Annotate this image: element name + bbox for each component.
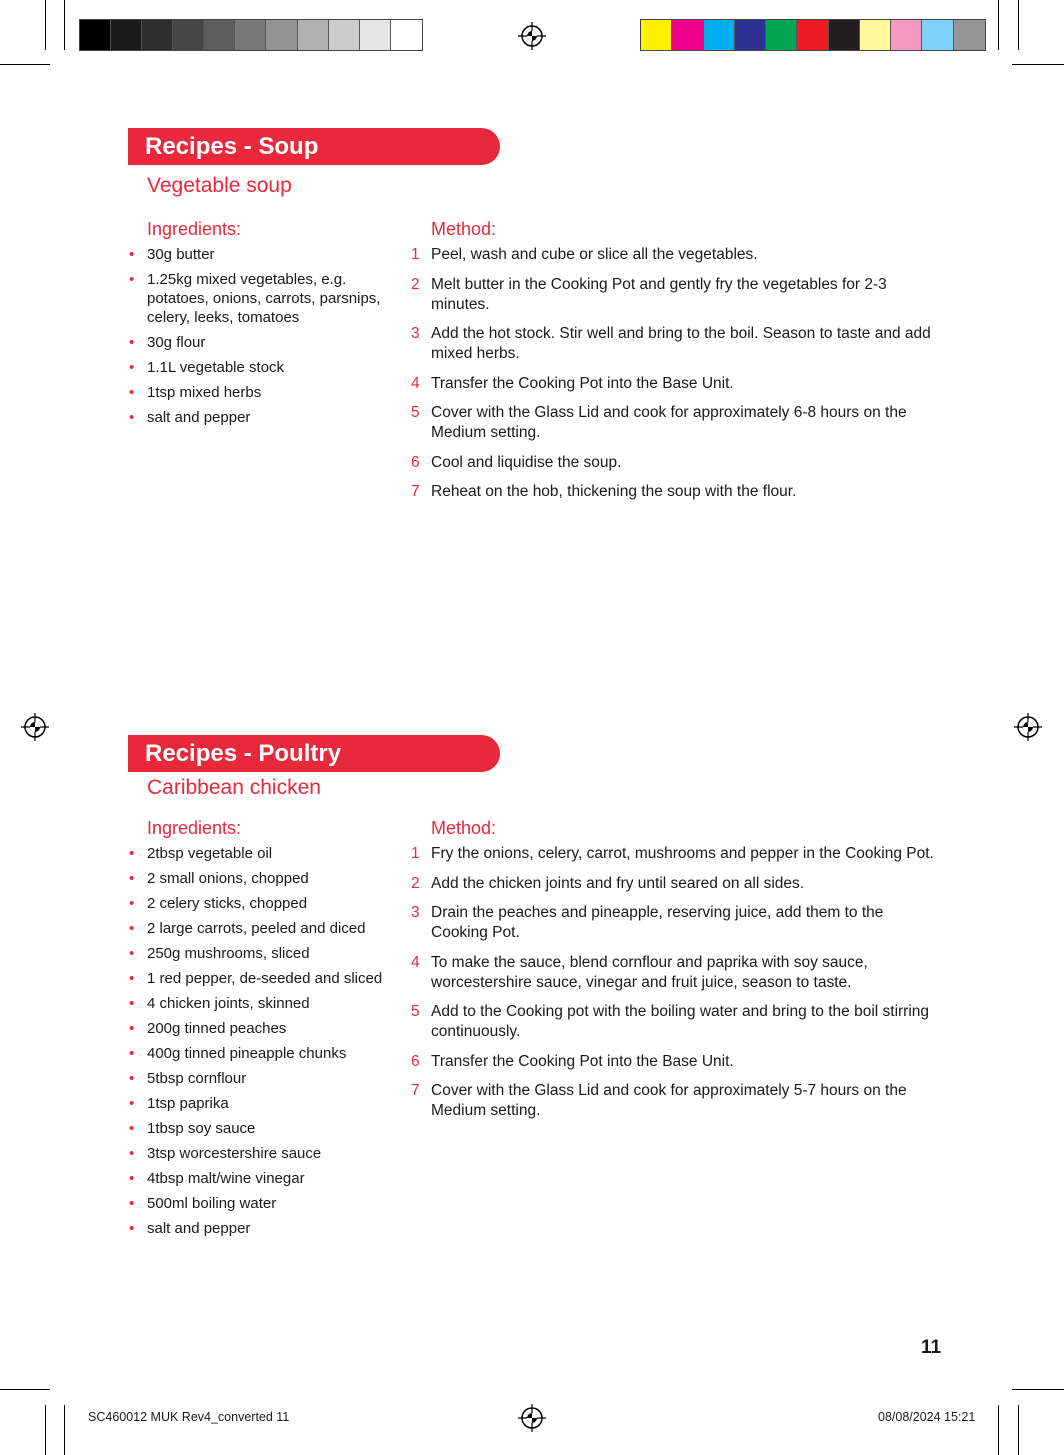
step-text: Cover with the Glass Lid and cook for approximately 5-7 hours on the Medium setting. bbox=[431, 1082, 907, 1119]
method-step bbox=[411, 324, 936, 364]
ingredient-text: 200g tinned peaches bbox=[147, 1020, 287, 1037]
crop-mark bbox=[45, 0, 46, 50]
method-step bbox=[411, 245, 936, 265]
bullet-icon: • bbox=[129, 870, 135, 887]
ingredient-text: 5tbsp cornflour bbox=[147, 1070, 247, 1087]
ingredient-text: 2 small onions, chopped bbox=[147, 870, 309, 887]
method-step bbox=[411, 1052, 936, 1072]
method-step bbox=[411, 403, 936, 443]
grayscale-color-bar bbox=[79, 19, 423, 51]
ingredient-text: 2tbsp vegetable oil bbox=[147, 845, 273, 862]
registration-mark-icon bbox=[518, 22, 546, 50]
color-swatch bbox=[360, 20, 391, 50]
ingredients-list bbox=[129, 844, 387, 1244]
bullet-icon: • bbox=[129, 246, 135, 263]
color-swatch bbox=[704, 20, 735, 50]
step-number: 5 bbox=[411, 1003, 420, 1020]
bullet-icon: • bbox=[129, 384, 135, 401]
color-swatch bbox=[641, 20, 672, 50]
color-swatch bbox=[173, 20, 204, 50]
ingredient-item bbox=[129, 869, 387, 888]
step-text: Add the hot stock. Stir well and bring to the boil. Season to taste and add mixed herbs. bbox=[431, 325, 931, 362]
ingredient-text: 4 chicken joints, skinned bbox=[147, 995, 310, 1012]
step-text: Fry the onions, celery, carrot, mushrooms and pepper in the Cooking Pot. bbox=[431, 845, 934, 862]
crop-mark bbox=[1018, 1405, 1019, 1455]
bullet-icon: • bbox=[129, 920, 135, 937]
step-number: 2 bbox=[411, 874, 420, 892]
color-swatch bbox=[954, 20, 985, 50]
bullet-icon: • bbox=[129, 970, 135, 987]
method-step bbox=[411, 453, 936, 473]
step-number: 7 bbox=[411, 1082, 420, 1099]
ingredient-item bbox=[129, 1044, 387, 1063]
step-text: To make the sauce, blend cornflour and paprika with soy sauce, worcestershire sauce, vinegar and fruit juice, season to taste. bbox=[431, 953, 868, 991]
step-text: Add to the Cooking pot with the boiling water and bring to the boil stirring continuously. bbox=[431, 1003, 930, 1040]
crop-mark bbox=[998, 0, 999, 50]
step-text: Add the chicken joints and fry until seared on all sides. bbox=[431, 874, 805, 892]
method-step bbox=[411, 275, 936, 315]
bullet-icon: • bbox=[129, 1120, 135, 1137]
step-text: Melt butter in the Cooking Pot and gently fry the vegetables for 2-3 minutes. bbox=[431, 275, 887, 313]
ingredient-text: 500ml boiling water bbox=[147, 1195, 277, 1212]
bullet-icon: • bbox=[129, 845, 135, 862]
method-step bbox=[411, 1002, 936, 1042]
crop-mark bbox=[998, 1405, 999, 1455]
color-swatch bbox=[266, 20, 297, 50]
color-swatch bbox=[672, 20, 703, 50]
color-swatch bbox=[829, 20, 860, 50]
bullet-icon: • bbox=[129, 895, 135, 912]
step-number: 1 bbox=[411, 845, 420, 862]
bullet-icon: • bbox=[129, 1195, 135, 1212]
bullet-icon: • bbox=[129, 945, 135, 962]
step-text: Drain the peaches and pineapple, reserving juice, add them to the Cooking Pot. bbox=[431, 904, 884, 941]
crop-mark bbox=[0, 1389, 50, 1390]
step-number: 7 bbox=[411, 483, 420, 500]
process-color-bar bbox=[640, 19, 986, 51]
bullet-icon: • bbox=[129, 271, 135, 288]
ingredients-heading: Ingredients: bbox=[147, 219, 242, 239]
ingredient-text: 3tsp worcestershire sauce bbox=[147, 1145, 322, 1162]
color-swatch bbox=[204, 20, 235, 50]
method-heading: Method: bbox=[431, 818, 497, 838]
step-number: 3 bbox=[411, 325, 420, 342]
registration-mark-icon bbox=[1014, 713, 1042, 741]
step-number: 6 bbox=[411, 453, 420, 471]
method-step bbox=[411, 874, 936, 894]
method-step bbox=[411, 903, 936, 943]
recipe-title-caribbean-chicken: Caribbean chicken bbox=[147, 776, 321, 799]
step-text: Transfer the Cooking Pot into the Base Unit. bbox=[431, 1052, 734, 1070]
bullet-icon: • bbox=[129, 995, 135, 1012]
step-number: 5 bbox=[411, 404, 420, 421]
step-text: Reheat on the hob, thickening the soup with the flour. bbox=[431, 483, 797, 500]
section-banner-poultry: Recipes - Poultry bbox=[128, 735, 500, 772]
color-swatch bbox=[891, 20, 922, 50]
ingredient-text: 30g flour bbox=[147, 334, 206, 351]
crop-mark bbox=[64, 0, 65, 50]
ingredient-item bbox=[129, 1219, 387, 1238]
color-swatch bbox=[111, 20, 142, 50]
method-list bbox=[411, 245, 936, 512]
bullet-icon: • bbox=[129, 1020, 135, 1037]
ingredient-item bbox=[129, 358, 387, 377]
section-banner-soup: Recipes - Soup bbox=[128, 128, 500, 165]
ingredient-item bbox=[129, 245, 387, 264]
ingredients-heading: Ingredients: bbox=[147, 818, 242, 838]
footer-file-info: SC460012 MUK Rev4_converted 11 bbox=[88, 1410, 290, 1424]
color-swatch bbox=[391, 20, 422, 50]
step-number: 3 bbox=[411, 904, 420, 921]
ingredient-text: 1tsp mixed herbs bbox=[147, 384, 262, 401]
color-swatch bbox=[735, 20, 766, 50]
color-swatch bbox=[142, 20, 173, 50]
color-swatch bbox=[922, 20, 953, 50]
ingredient-item bbox=[129, 408, 387, 427]
ingredient-text: 2 large carrots, peeled and diced bbox=[147, 920, 366, 937]
ingredient-item bbox=[129, 1094, 387, 1113]
ingredient-text: 400g tinned pineapple chunks bbox=[147, 1045, 347, 1062]
step-text: Peel, wash and cube or slice all the vegetables. bbox=[431, 246, 758, 263]
color-swatch bbox=[329, 20, 360, 50]
registration-mark-icon bbox=[21, 713, 49, 741]
ingredient-text: 1.1L vegetable stock bbox=[147, 359, 285, 376]
step-number: 6 bbox=[411, 1052, 420, 1070]
ingredient-item bbox=[129, 969, 387, 988]
ingredients-list bbox=[129, 245, 387, 433]
step-number: 2 bbox=[411, 275, 420, 293]
bullet-icon: • bbox=[129, 1220, 135, 1237]
ingredient-item bbox=[129, 1144, 387, 1163]
ingredient-text: 4tbsp malt/wine vinegar bbox=[147, 1170, 305, 1187]
step-text: Cover with the Glass Lid and cook for approximately 6-8 hours on the Medium setting. bbox=[431, 404, 907, 441]
step-number: 4 bbox=[411, 374, 420, 392]
ingredient-item bbox=[129, 894, 387, 913]
ingredient-text: 1 red pepper, de-seeded and sliced bbox=[147, 970, 383, 987]
ingredient-item bbox=[129, 994, 387, 1013]
bullet-icon: • bbox=[129, 334, 135, 351]
step-text: Transfer the Cooking Pot into the Base Unit. bbox=[431, 374, 734, 392]
recipe-title-vegetable-soup: Vegetable soup bbox=[147, 174, 292, 197]
method-step bbox=[411, 374, 936, 394]
bullet-icon: • bbox=[129, 359, 135, 376]
crop-mark bbox=[1012, 1389, 1064, 1390]
bullet-icon: • bbox=[129, 1145, 135, 1162]
method-step bbox=[411, 482, 936, 502]
color-swatch bbox=[797, 20, 828, 50]
page-number: 11 bbox=[921, 1337, 942, 1358]
crop-mark bbox=[64, 1405, 65, 1455]
ingredient-item bbox=[129, 1069, 387, 1088]
ingredient-item bbox=[129, 844, 387, 863]
ingredient-item bbox=[129, 944, 387, 963]
ingredient-item bbox=[129, 919, 387, 938]
ingredient-text: 1tbsp soy sauce bbox=[147, 1120, 256, 1137]
color-swatch bbox=[80, 20, 111, 50]
ingredient-item bbox=[129, 383, 387, 402]
ingredient-item bbox=[129, 270, 387, 327]
bullet-icon: • bbox=[129, 1070, 135, 1087]
crop-mark bbox=[45, 1405, 46, 1455]
step-text: Cool and liquidise the soup. bbox=[431, 453, 622, 471]
method-list bbox=[411, 844, 936, 1131]
ingredient-item bbox=[129, 333, 387, 352]
method-step bbox=[411, 1081, 936, 1121]
ingredient-text: 1.25kg mixed vegetables, e.g. potatoes, onions, carrots, parsnips, celery, leeks, tomatoes bbox=[147, 271, 381, 326]
ingredient-text: 250g mushrooms, sliced bbox=[147, 945, 310, 962]
ingredient-text: salt and pepper bbox=[147, 409, 251, 426]
ingredient-item bbox=[129, 1019, 387, 1038]
crop-mark bbox=[1018, 0, 1019, 50]
registration-mark-icon bbox=[518, 1404, 546, 1432]
step-number: 4 bbox=[411, 953, 420, 971]
method-step bbox=[411, 953, 936, 993]
footer-timestamp: 08/08/2024 15:21 bbox=[878, 1410, 976, 1424]
ingredient-text: 1tsp paprika bbox=[147, 1095, 229, 1112]
color-swatch bbox=[860, 20, 891, 50]
bullet-icon: • bbox=[129, 1045, 135, 1062]
ingredient-item bbox=[129, 1119, 387, 1138]
bullet-icon: • bbox=[129, 1170, 135, 1187]
bullet-icon: • bbox=[129, 1095, 135, 1112]
bullet-icon: • bbox=[129, 409, 135, 426]
color-swatch bbox=[766, 20, 797, 50]
ingredient-text: 2 celery sticks, chopped bbox=[147, 895, 308, 912]
ingredient-item bbox=[129, 1194, 387, 1213]
ingredient-text: 30g butter bbox=[147, 246, 215, 263]
ingredient-item bbox=[129, 1169, 387, 1188]
step-number: 1 bbox=[411, 246, 420, 263]
method-heading: Method: bbox=[431, 219, 497, 239]
crop-mark bbox=[1012, 64, 1064, 65]
color-swatch bbox=[298, 20, 329, 50]
color-swatch bbox=[235, 20, 266, 50]
method-step bbox=[411, 844, 936, 864]
ingredient-text: salt and pepper bbox=[147, 1220, 251, 1237]
crop-mark bbox=[0, 64, 50, 65]
